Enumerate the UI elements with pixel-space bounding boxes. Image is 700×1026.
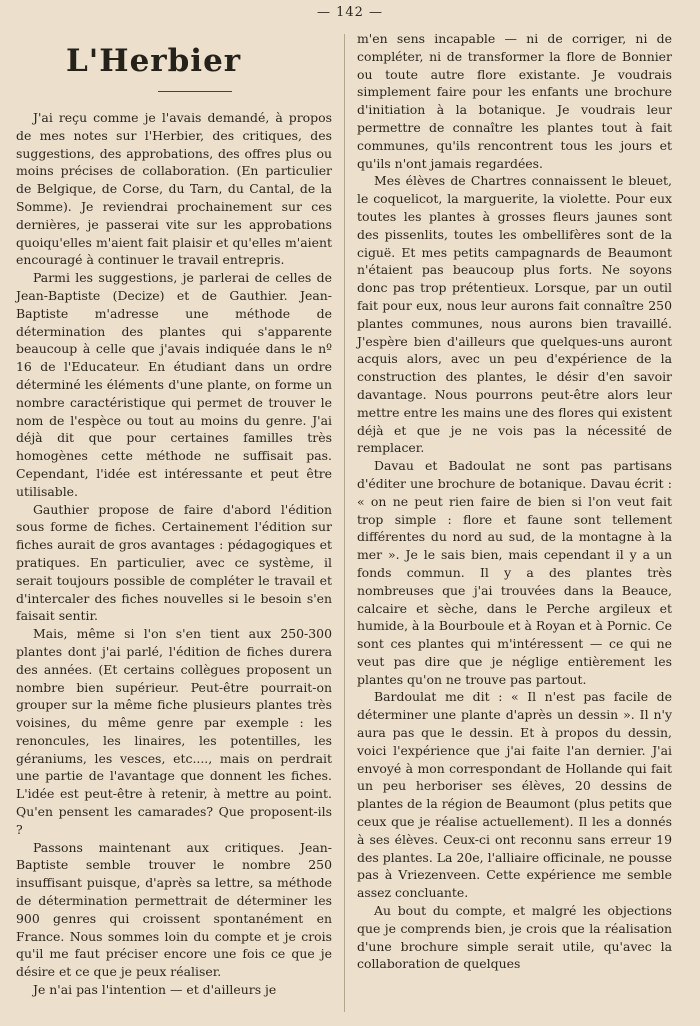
paragraph-6-continued: m'en sens incapable — ni de corriger, ni de compléter, ni de transformer la flore de Bonnier ou toute autre flore existante. Je voudrais simplement faire pour les enfants une brochure d'initiation à la botanique. Je voudrais leur permettre de connaître les plantes tout à fait communes, qu'ils rencontrent tous les jours et qu'ils n'ont jamais regardées.: [357, 31, 672, 171]
paragraph-8: Davau et Badoulat ne sont pas partisans d'éditer une brochure de botanique. Davau écrit : « on ne peut rien faire de bien si l'on veut fait trop simple : flore et faune sont tellement différentes du nord au sud, de la montagne à la mer ». Je le sais bien, mais cependant il y a un fonds commun. Il y a des plantes très nombreuses que j'ai trouvées dans la Beauce, calcaire et sèche, dans le Perche argileux et humide, à la Bourboule et à Royan et à Pornic. Ce sont ces plantes qui m'intéressent — ce qui ne veut pas dire que je néglige entièrement les plantes qu'on ne trouve pas partout.: [357, 458, 672, 687]
paragraph-9: Bardoulat me dit : « Il n'est pas facile de déterminer une plante d'après un dessin ». Il n'y aura pas que le dessin. Et à propos du dessin, voici l'expérience que j'ai faite l'an dernier. J'ai envoyé à mon correspondant de Hollande qui fait un peu herboriser ses élèves, 20 dessins de plantes de la région de Beaumont (plus petits que ceux que je réalise actuellement). Il les a donnés à ses élèves. Ceux-ci ont reconnu sans erreur 19 des plantes. La 20e, l'alliaire officinale, ne pousse pas à Vriezenveen. Cette expérience me semble assez concluante.: [357, 689, 672, 901]
title-divider: [158, 91, 232, 92]
left-column: [16, 30, 332, 999]
paragraph-2: Parmi les suggestions, je parlerai de celles de Jean-Baptiste (Decize) et de Gauthier. Jean-Baptiste m'adresse une méthode de détermination des plantes qui s'apparente beaucoup à celle que j'avais indiquée dans le nº 16 de l'Educateur. En étudiant dans un ordre déterminé les éléments d'une plante, on forme un nombre caractéristique qui permet de trouver le nom de l'espèce ou tout au moins du genre. J'ai déjà dit que pour certaines familles très homogènes cette méthode ne suffisait pas. Cependant, l'idée est intéressante et peut être utilisable.: [16, 270, 332, 499]
article-title: L'Herbier: [66, 43, 242, 79]
paragraph-10: Au bout du compte, et malgré les objections que je comprends bien, je crois que la réalisation d'une brochure simple serait utile, qu'avec la collaboration de quelques: [357, 903, 672, 972]
page-number: — 142 —: [316, 5, 384, 20]
right-column: [357, 30, 672, 973]
paragraph-5: Passons maintenant aux critiques. Jean-Baptiste semble trouver le nombre 250 insuffisant puisque, d'après sa lettre, sa méthode de détermination permettrait de déterminer les 900 genres qui croissent spontanément en France. Nous sommes loin du compte et je crois qu'il me faut préciser encore une fois ce que je désire et ce que je peux réaliser.: [16, 839, 332, 980]
paragraph-4: Mais, même si l'on s'en tient aux 250-300 plantes dont j'ai parlé, l'édition de fiches durera des années. (Et certains collègues proposent un nombre bien supérieur. Peut-être pourrait-on grouper sur la même fiche plusieurs plantes très voisines, du même genre par exemple : les renoncules, les linaires, les potentilles, les géraniums, les vesces, etc...., mais on perdrait une partie de l'avantage que donnent les fiches. L'idée est peut-être à retenir, à mettre au point. Qu'en pensent les camarades? Que proposent-ils ?: [16, 626, 332, 837]
paragraph-3: Gauthier propose de faire d'abord l'édition sous forme de fiches. Certainement l'édition sur fiches aurait de gros avantages : pédagogiques et pratiques. En particulier, avec ce système, il serait toujours possible de compléter le travail et d'intercaler des fiches nouvelles si le besoin s'en faisait sentir.: [16, 501, 332, 624]
paragraph-7: Mes élèves de Chartres connaissent le bleuet, le coquelicot, la marguerite, la violette. Pour eux toutes les plantes à grosses fleurs jaunes sont des pissenlits, toutes les ombellifères sont de la ciguë. Et mes petits campagnards de Beaumont n'étaient pas beaucoup plus forts. Ne soyons donc pas trop prétentieux. Lorsque, par un outil fait pour eux, nous leur aurons fait connaître 250 plantes communes, nous aurons bien travaillé. J'espère bien d'ailleurs que quelques-uns auront acquis alors, avec un peu d'expérience de la construction des plantes, le désir d'en savoir davantage. Nous pourrons peut-être alors leur mettre entre les mains une des flores qui existent déjà et que je ne vois pas la nécessité de remplacer.: [357, 173, 672, 456]
paragraph-6-start: Je n'ai pas l'intention — et d'ailleurs je: [33, 982, 277, 998]
paragraph-1: J'ai reçu comme je l'avais demandé, à propos de mes notes sur l'Herbier, des critiques, des suggestions, des approbations, des offres plus ou moins précises de collaboration. (En particulier de Belgique, de Corse, du Tarn, du Cantal, de la Somme). Je reviendrai prochainement sur ces dernières, je passerai vite sur les approbations quoiqu'elles m'aient fait plaisir et qu'elles m'aient encouragé à continuer le travail entrepris.: [16, 110, 332, 268]
column-divider: [344, 34, 345, 1012]
